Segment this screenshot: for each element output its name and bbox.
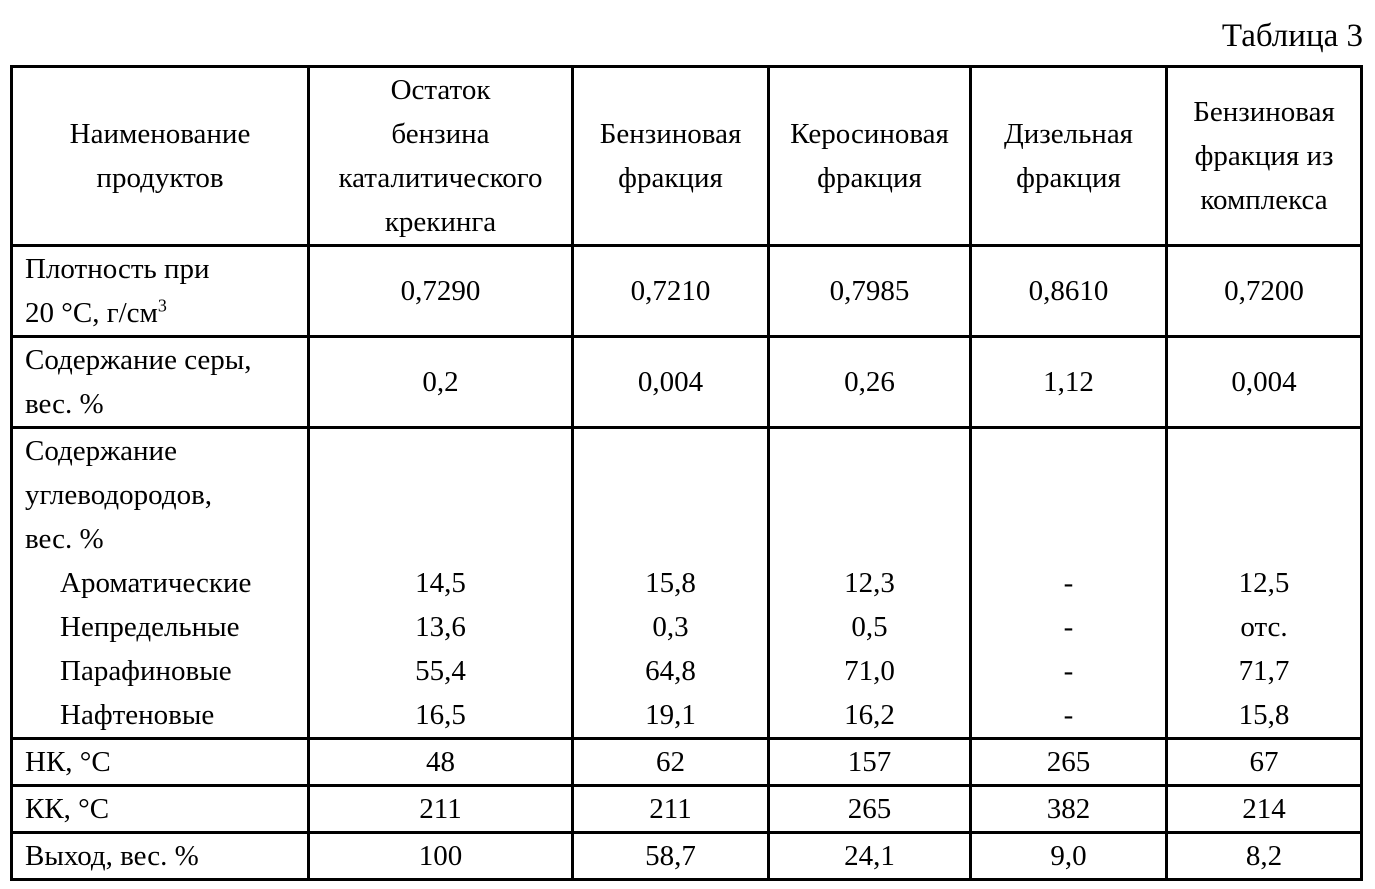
density-row xyxy=(12,246,1362,337)
kk-value: 265 xyxy=(769,786,971,833)
hydrocarbons-values: - - - - xyxy=(971,428,1167,739)
hydrocarbons-label: Содержание углеводородов, вес. % Ароматические Непредельные Парафиновые Нафтеновые xyxy=(12,428,309,739)
density-value: 0,7290 xyxy=(309,246,573,337)
nk-label: НК, °С xyxy=(12,739,309,786)
nk-value: 157 xyxy=(769,739,971,786)
sulfur-value: 1,12 xyxy=(971,337,1167,428)
density-label: Плотность при 20 °С, $г/см^3$ xyxy=(12,246,309,337)
hydrocarbon-type-label: Ароматические xyxy=(60,567,252,599)
sulfur-value: 0,004 xyxy=(1167,337,1362,428)
hydrocarbons-values: 15,8 0,3 64,8 19,1 xyxy=(573,428,769,739)
nk-value: 67 xyxy=(1167,739,1362,786)
header-cell-complex-gasoline: Бензиновая фракция из комплекса xyxy=(1167,67,1362,246)
hydrocarbons-values: 14,5 13,6 55,4 16,5 xyxy=(309,428,573,739)
kk-value: 211 xyxy=(309,786,573,833)
table-caption: Таблица 3 xyxy=(1221,18,1363,54)
sulfur-label: Содержание серы, вес. % xyxy=(12,337,309,428)
header-cell-products: Наименование продуктов xyxy=(12,67,309,246)
sulfur-row xyxy=(12,337,1362,428)
hydrocarbon-type-label: Парафиновые xyxy=(60,655,232,687)
density-value: 0,7210 xyxy=(573,246,769,337)
nk-value: 62 xyxy=(573,739,769,786)
header-cell-gasoline: Бензиновая фракция xyxy=(573,67,769,246)
kk-value: 211 xyxy=(573,786,769,833)
nk-value: 48 xyxy=(309,739,573,786)
kk-row xyxy=(12,786,1362,833)
density-value: 0,8610 xyxy=(971,246,1167,337)
yield-row xyxy=(12,833,1362,880)
kk-value: 382 xyxy=(971,786,1167,833)
header-cell-diesel: Дизельная фракция xyxy=(971,67,1167,246)
density-value: 0,7985 xyxy=(769,246,971,337)
nk-value: 265 xyxy=(971,739,1167,786)
hydrocarbons-values: 12,3 0,5 71,0 16,2 xyxy=(769,428,971,739)
kk-label: КК, °С xyxy=(12,786,309,833)
yield-label: Выход, вес. % xyxy=(12,833,309,880)
sulfur-value: 0,26 xyxy=(769,337,971,428)
kk-value: 214 xyxy=(1167,786,1362,833)
yield-value: 58,7 xyxy=(573,833,769,880)
hydrocarbons-row xyxy=(12,428,1362,739)
yield-value: 24,1 xyxy=(769,833,971,880)
header-cell-kerosene: Керосиновая фракция xyxy=(769,67,971,246)
header-cell-residue: Остаток бензина каталитического крекинга xyxy=(309,67,573,246)
yield-value: 9,0 xyxy=(971,833,1167,880)
hydrocarbon-type-label: Нафтеновые xyxy=(60,699,215,731)
yield-value: 8,2 xyxy=(1167,833,1362,880)
hydrocarbon-type-label: Непредельные xyxy=(60,611,240,643)
products-table xyxy=(10,65,1363,881)
density-value: 0,7200 xyxy=(1167,246,1362,337)
hydrocarbons-values: 12,5 отс. 71,7 15,8 xyxy=(1167,428,1362,739)
nk-row xyxy=(12,739,1362,786)
yield-value: 100 xyxy=(309,833,573,880)
header-row xyxy=(12,67,1362,246)
sulfur-value: 0,004 xyxy=(573,337,769,428)
sulfur-value: 0,2 xyxy=(309,337,573,428)
